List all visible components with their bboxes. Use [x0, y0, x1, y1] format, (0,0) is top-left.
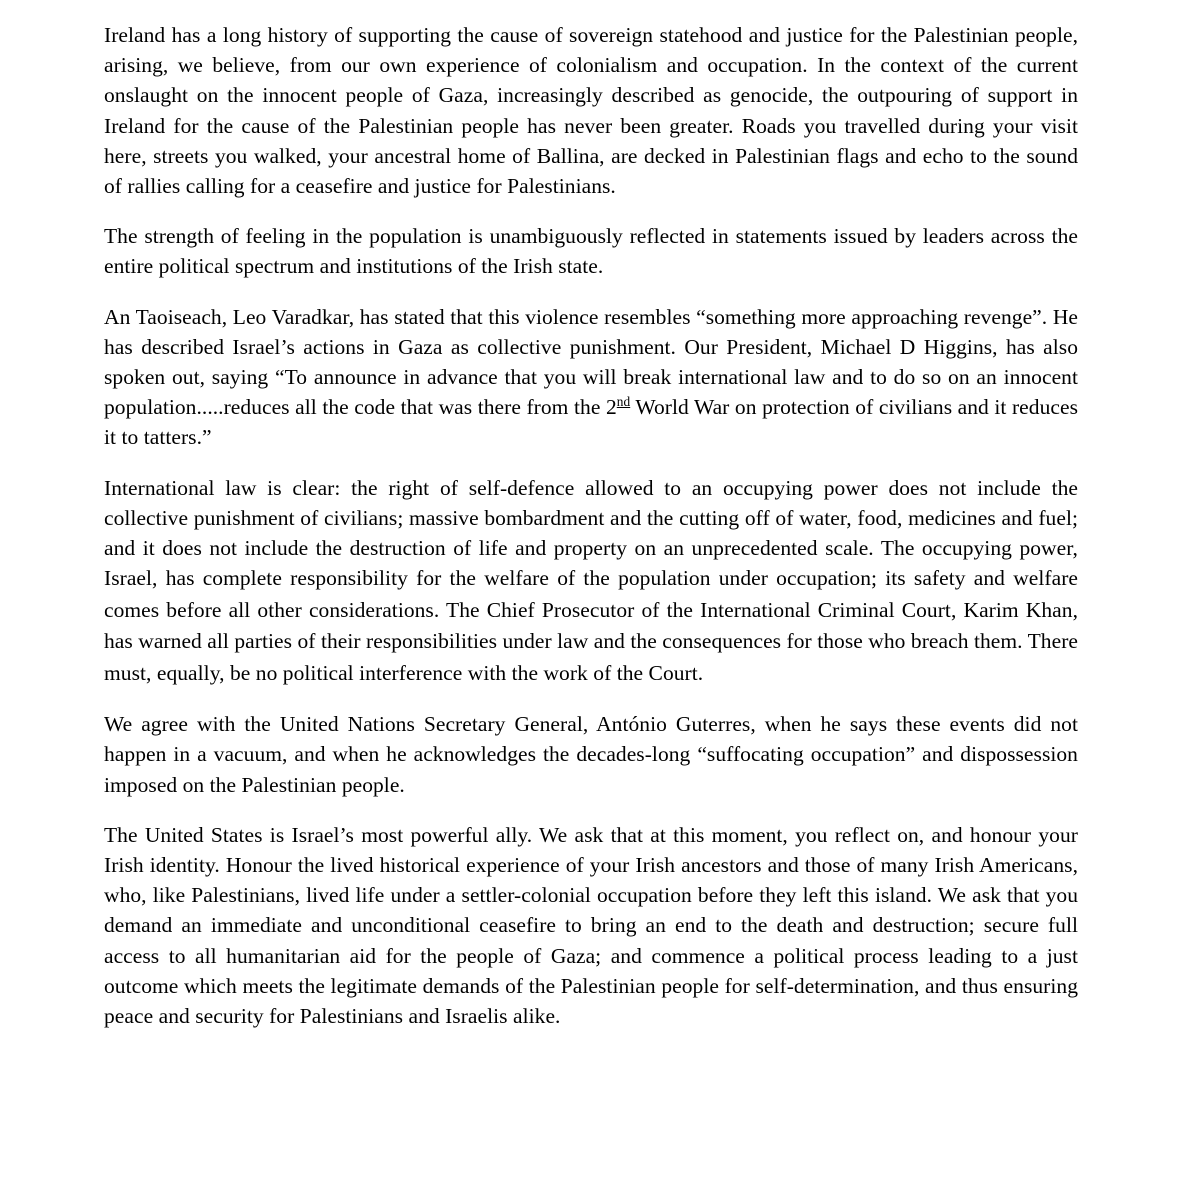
paragraph-2: The strength of feeling in the population is unambiguously reflected in statements issued by leaders across the entire political spectrum and institutions of the Irish state.	[104, 224, 1078, 279]
paragraph-5: We agree with the United Nations Secretary General, António Guterres, when he says these events did not happen in a vacuum, and when he acknowledges the decades-long “suffocating occupation” and dispossession imposed on the Palestinian people.	[104, 712, 1078, 797]
paragraph-4	[104, 473, 1078, 690]
paragraph-1: Ireland has a long history of supporting the cause of sovereign statehood and justice for the Palestinian people, arising, we believe, from our own experience of colonialism and occupation. In the context of the current onslaught on the innocent people of Gaza, increasingly described as genocide, the outpouring of support in Ireland for the cause of the Palestinian people has never been greater. Roads you travelled during your visit here, streets you walked, your ancestral home of Ballina, are decked in Palestinian flags and echo to the sound of rallies calling for a ceasefire and justice for Palestinians.	[104, 23, 1078, 199]
ordinal-second	[606, 395, 630, 419]
paragraph-3-tail-text: World War on protection of civilians and it reduces it to tatters.”	[104, 395, 1078, 450]
paragraph-4-tail-text: welfare of the population under occupation; its safety and welfare comes before all other considerations. The Chief Prosecutor of the International Criminal Court, Karim Khan, has warned all parties of their responsibilities under law and the consequences for those who breach them. There must, equally, be no political interference with the work of the Court.	[104, 566, 1078, 685]
paragraph-4-head-text: International law is clear: the right of self-defence allowed to an occupying power does not include the collective punishment of civilians; massive bombardment and the cutting off of water, food, medicines and fuel; and it does not include the destruction of life and property on an unprecedented scale. The occupying power, Israel, has complete responsibility for the	[104, 475, 1078, 591]
paragraph-6: The United States is Israel’s most powerful ally. We ask that at this moment, you reflect on, and honour your Irish identity. Honour the lived historical experience of your Irish ancestors and those of many Irish Americans, who, like Palestinians, lived life under a settler-colonial occupation before they left this island. We ask that you demand an immediate and unconditional ceasefire to bring an end to the death and destruction; secure full access to all humanitarian aid for the people of Gaza; and commence a political process leading to a just outcome which meets the legitimate demands of the Palestinian people for self-determination, and thus ensuring peace and security for Palestinians and Israelis alike.	[104, 822, 1078, 1029]
paragraph-3-lead-text: An Taoiseach, Leo Varadkar, has stated that this violence resembles “something more approaching revenge”. He has described Israel’s actions in Gaza as collective punishment. Our President, Michael D Higgins, has also spoken out, saying “To announce in advance that you will break international law and to do so on an innocent population.....reduces all the code that was there from the	[104, 304, 1078, 420]
paragraph-3	[104, 302, 1078, 453]
ordinal-number: 2	[605, 395, 617, 420]
ordinal-suffix: nd	[616, 394, 631, 410]
document-body	[104, 20, 1078, 1041]
